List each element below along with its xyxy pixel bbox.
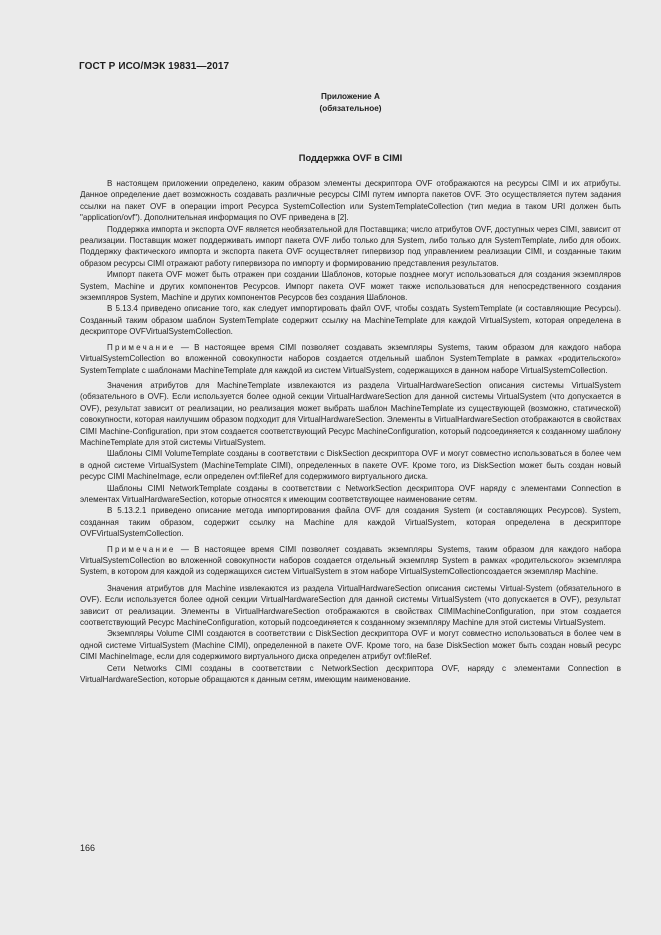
annex-title: Приложение А [321, 92, 380, 101]
annex-heading [80, 91, 621, 114]
note-text: — В настоящее время CIMI позволяет создавать экземпляры Systems, таким образом для каждого набора VirtualSystemCollection во вложенной совокупности наборов создается отдельный шаблон SystemTemplate в рамках «родительского» SystemTemplate с шаблонами MachineTemplate для каждой из систем VirtualSystem, содержащихся в данном наборе VirtualSystemCollection. [80, 342, 621, 375]
paragraph: Значения атрибутов для Machine извлекаются из раздела VirtualHardwareSection описания системы Virtual-System (обязательного в OVF). Если используется более одной секции VirtualHardwareSection для данной системы VirtualSystem (что допускается в OVF), результат зависит от реализации. Элементы в VirtualHardwareSection отображаются в свойствах CIMIMachineConfiguration, при этом создается соответствующий Ресурс MachineConfiguration, который подсоединяется к созданному экземпляру Machine для этой системы VirtualSystem. [80, 583, 621, 628]
paragraph: Экземпляры Volume CIMI создаются в соответствии с DiskSection дескриптора OVF и могут совместно использоваться в более чем в одной системе VirtualSystem (Machine CIMI), определенной в пакете OVF. Кроме того, на базе DiskSection может быть создан новый ресурс CIMI MachineImage, если для содержимого виртуального диска определен атрибут ovf:fileRef. [80, 629, 621, 662]
standard-header: ГОСТ Р ИСО/МЭК 19831—2017 [79, 61, 230, 72]
paragraph: Значения атрибутов для MachineTemplate извлекаются из раздела VirtualHardwareSection описания системы VirtualSystem (обязательного в OVF). Если используется более одной секции VirtualHardwareSection для данной системы VirtualSystem (что допускается в OVF), результат зависит от реализации, но реализация может выбрать шаблон MachineTemplate из существующей (возможно, статической) совокупности, которая наилучшим образом подходит для VirtualHardwareSection. Элементы в VirtualHardwareSection отображаются в свойствах CIMI Machine-Configuration, при этом создается соответствующий Ресурс MachineConfiguration, который подсоединяется к созданному шаблону MachineTemplate для этой системы VirtualSystem. [80, 380, 621, 447]
paragraph: В настоящем приложении определено, каким образом элементы дескриптора OVF отображаются на ресурсы CIMI и их атрибуты. Данное определение дает возможность создавать различные ресурсы CIMI путем импорта пакетов OVF. Это осуществляется путем задания ссылки на пакет OVF в операции import Ресурса SystemCollection или SystemTemplateCollection (тип медиа в таком URI должен быть "application/ovf"). Дополнительная информация по OVF приведена в [2]. [80, 179, 621, 223]
paragraph: Шаблоны CIMI NetworkTemplate созданы в соответствии с NetworkSection дескриптора OVF наряду с элементами Connection в элементах VirtualHardwareSection, которые относятся к имеющим соответствующее наименование сетям. [80, 483, 621, 504]
note-paragraph [80, 544, 621, 578]
paragraph: В 5.13.4 приведено описание того, как следует импортировать файл OVF, чтобы создать SystemTemplate (и составляющие Ресурсы). Созданный таким образом шаблон SystemTemplate содержит ссылку на MachineTemplate для каждой VirtualSystem, которая определена в дескрипторе OVFVirtualSystemCollection. [80, 304, 621, 337]
paragraph: Импорт пакета OVF может быть отражен при создании Шаблонов, которые позднее могут использоваться для создания экземпляров System, Machine и других компонентов Ресурсов. Импорт пакета OVF может также использоваться для непосредственного создания экземпляров System, Machine и других компонентов Ресурсов без создания Шаблонов. [80, 270, 621, 303]
note-text: — В настоящее время CIMI позволяет создавать экземпляры Systems, таким образом для каждого набора VirtualSystemCollection во вложенной совокупности наборов создается отдельный экземпляр System в рамках «родительского» экземпляра System, в котором для каждой из содержащихся систем VirtualSystem в этом наборе VirtualSystemCollectionсоздается экземпляр Machine. [80, 544, 621, 577]
body-text [80, 178, 621, 685]
note-label: Примечание [107, 342, 176, 352]
annex-status: (обязательное) [319, 103, 382, 113]
paragraph: Поддержка импорта и экспорта OVF является необязательной для Поставщика; число атрибутов OVF, доступных через CIMI, зависит от реализации. Поставщик может поддерживать импорт пакета OVF либо только для System, либо только для SystemTemplate, либо для обоих. Поддержку фактического импорта и экспорта пакета OVF осуществляет гипервизор под управлением реализации CIMI, и созданные таким образом ресурсы CIMI отражают работу гипервизора по импорту и формированию представления результатов. [80, 224, 621, 268]
page-number: 166 [80, 843, 96, 853]
section-title: Поддержка OVF в CIMI [298, 153, 403, 163]
paragraph: Шаблоны CIMI VolumeTemplate созданы в соответствии с DiskSection дескриптора OVF и могут совместно использоваться в более чем в одной системе VirtualSystem (MachineTemplate CIMI), определенных в пакете OVF. Кроме того, из DiskSection может быть создан новый ресурс CIMI MachineImage, если определен ovf:fileRef для содержимого виртуального диска. [80, 449, 621, 482]
note-paragraph [80, 342, 621, 376]
paragraph: Сети Networks CIMI созданы в соответствии с NetworkSection дескриптора OVF, наряду с элементами Connection в VirtualHardwareSection, которые обращаются к данным сетям, имеющим наименование. [80, 663, 621, 685]
note-label: Примечание [107, 544, 176, 554]
paragraph: В 5.13.2.1 приведено описание метода импортирования файла OVF для создания System (и составляющих Ресурсов). System, созданная таким образом, содержит ссылку на Machine для каждой VirtualSystem, которая определена в дескрипторе OVFVirtualSystemCollection. [80, 506, 621, 539]
